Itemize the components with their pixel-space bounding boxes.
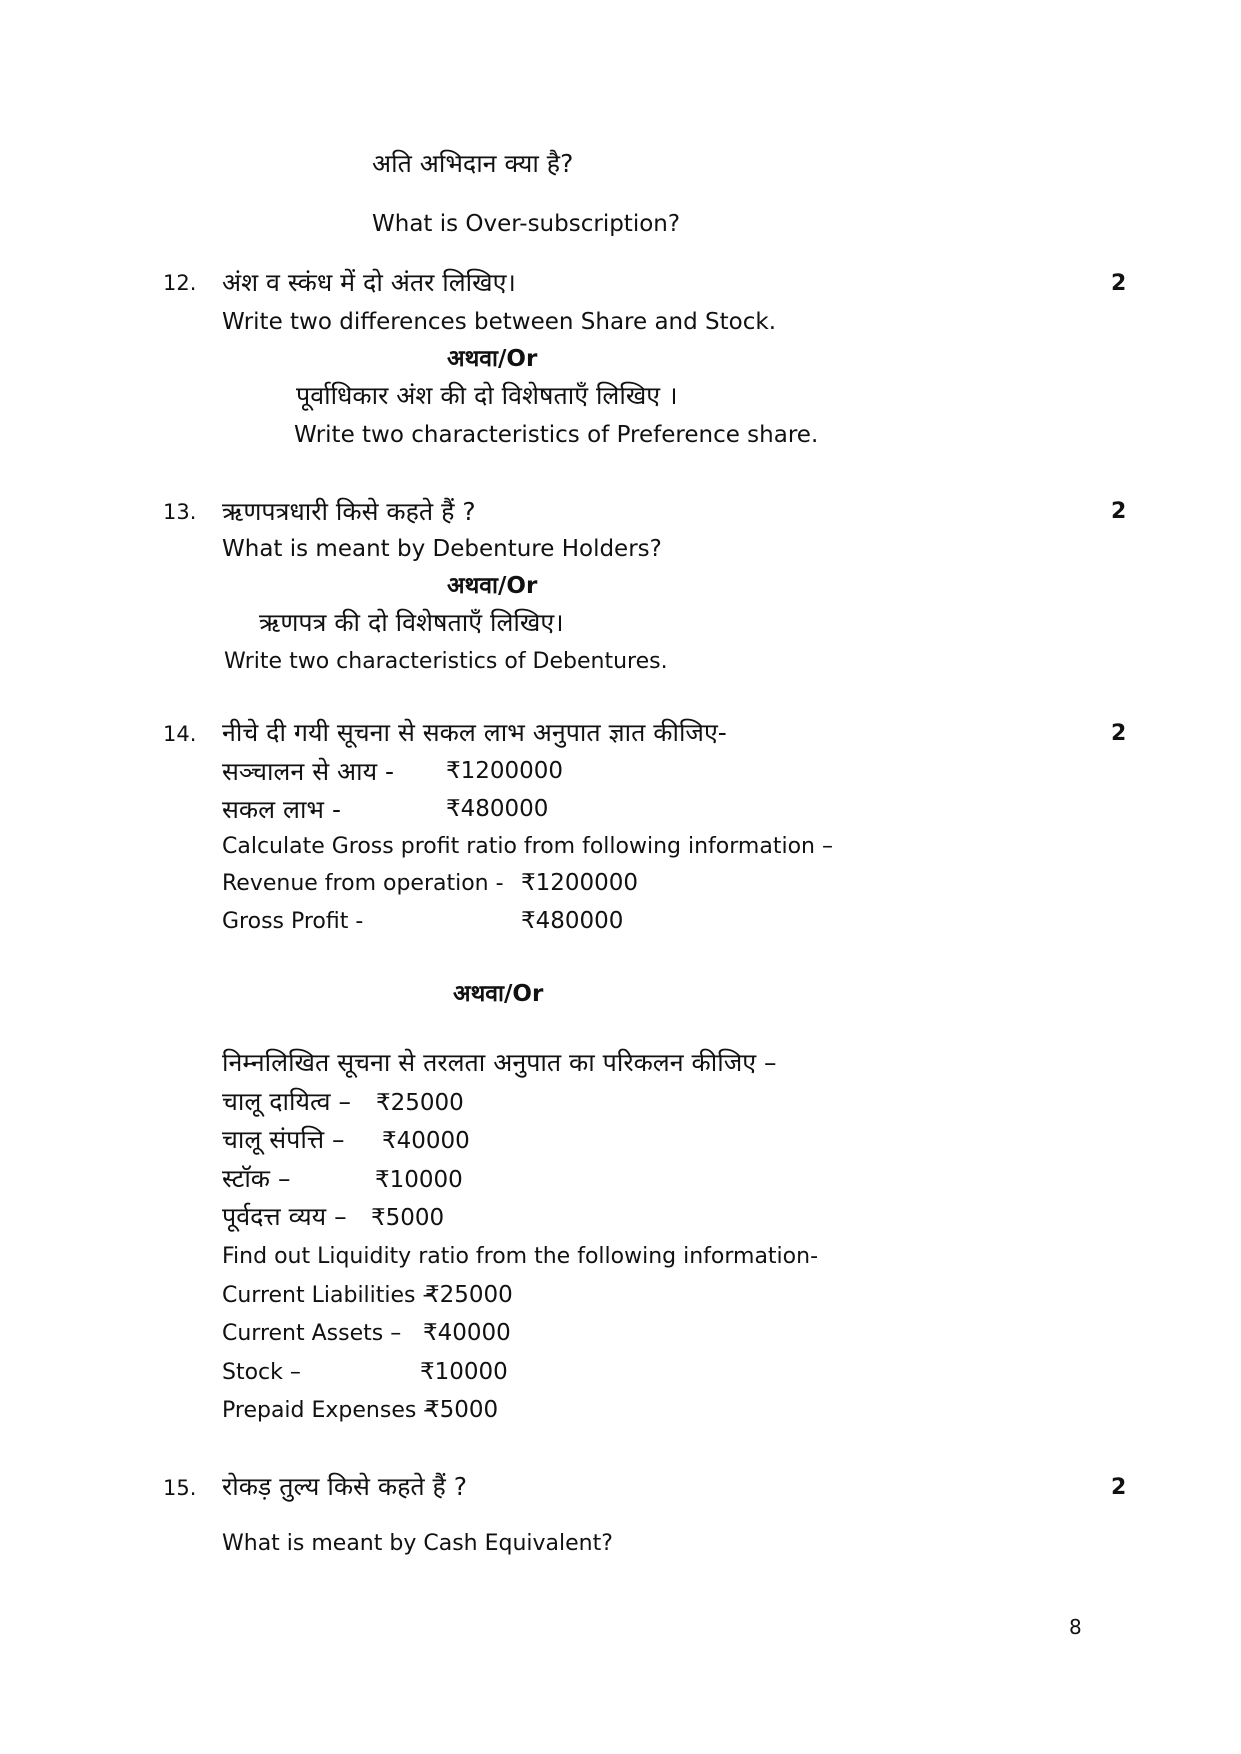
q14-alt-en-row-value: ₹10000 <box>420 1359 508 1385</box>
q14-en-row-label: Gross Profit - <box>222 909 364 934</box>
q12-number: 12. <box>163 271 197 295</box>
intro-question-hindi: अति अभिदान क्या है? <box>372 149 574 178</box>
q13-marks: 2 <box>1111 499 1127 524</box>
q14-alt-en-row-value: ₹40000 <box>423 1320 511 1346</box>
q13-hindi: ऋणपत्रधारी किसे कहते हैं ? <box>222 497 476 526</box>
q14-alt-en-row-label: Stock – <box>222 1360 301 1385</box>
q13-or-separator: अथवा/Or <box>447 573 538 599</box>
q14-alt-en-row-label: Current Liabilities – <box>222 1283 434 1308</box>
q14-en-row-value: ₹480000 <box>521 908 624 934</box>
q14-number: 14. <box>163 722 197 746</box>
q12-english: Write two differences between Share and Stock. <box>222 309 776 335</box>
q14-alt-en-row-value: ₹5000 <box>425 1397 499 1423</box>
q14-en-row-value: ₹1200000 <box>521 870 639 896</box>
q14-alt-english: Find out Liquidity ratio from the following information- <box>222 1244 819 1269</box>
q14-or-separator: अथवा/Or <box>453 981 544 1007</box>
q15-hindi: रोकड़ तुल्य किसे कहते हैं ? <box>222 1472 468 1501</box>
q14-hi-row-label: सकल लाभ - <box>222 795 341 824</box>
q14-alt-en-row-value: ₹25000 <box>425 1282 513 1308</box>
q12-alt-hindi: पूर्वाधिकार अंश की दो विशेषताएँ लिखिए । <box>296 381 678 410</box>
q13-number: 13. <box>163 500 197 524</box>
q14-en-row-label: Revenue from operation - <box>222 871 504 896</box>
q12-or-separator: अथवा/Or <box>447 346 538 372</box>
q14-alt-hi-row-label: पूर्वदत्त व्यय – <box>222 1202 347 1231</box>
q14-hi-row-value: ₹1200000 <box>446 758 564 784</box>
q14-alt-hi-row-value: ₹25000 <box>376 1090 464 1116</box>
q13-alt-english: Write two characteristics of Debentures. <box>224 649 668 674</box>
q15-marks: 2 <box>1111 1475 1127 1500</box>
q14-hi-row-value: ₹480000 <box>446 796 549 822</box>
q14-alt-hi-row-label: चालू दायित्व – <box>222 1087 351 1116</box>
intro-question-english: What is Over-subscription? <box>372 211 681 237</box>
q15-number: 15. <box>163 1476 197 1500</box>
q14-alt-hi-row-value: ₹40000 <box>382 1128 470 1154</box>
q14-alt-en-row-label: Prepaid Expenses – <box>222 1398 435 1423</box>
q14-alt-hindi: निम्नलिखित सूचना से तरलता अनुपात का परिकलन कीजिए – <box>222 1048 777 1077</box>
q14-hi-row-label: सञ्चालन से आय - <box>222 757 395 786</box>
q12-marks: 2 <box>1111 271 1127 296</box>
page-number: 8 <box>1069 1615 1082 1639</box>
q12-alt-english: Write two characteristics of Preference share. <box>294 422 819 448</box>
q14-alt-hi-row-value: ₹10000 <box>375 1167 463 1193</box>
q14-english: Calculate Gross profit ratio from following information – <box>222 834 833 859</box>
q13-alt-hindi: ऋणपत्र की दो विशेषताएँ लिखिए। <box>259 608 564 637</box>
q13-english: What is meant by Debenture Holders? <box>222 536 662 562</box>
q14-hindi: नीचे दी गयी सूचना से सकल लाभ अनुपात ज्ञात कीजिए- <box>222 718 727 747</box>
q14-alt-hi-row-label: चालू संपत्ति – <box>222 1125 345 1154</box>
q14-alt-hi-row-value: ₹5000 <box>371 1205 445 1231</box>
q15-english: What is meant by Cash Equivalent? <box>222 1531 613 1556</box>
q12-hindi: अंश व स्कंध में दो अंतर लिखिए। <box>222 268 516 297</box>
q14-alt-en-row-label: Current Assets – <box>222 1321 402 1346</box>
q14-alt-hi-row-label: स्टॉक – <box>222 1164 291 1193</box>
q14-marks: 2 <box>1111 721 1127 746</box>
